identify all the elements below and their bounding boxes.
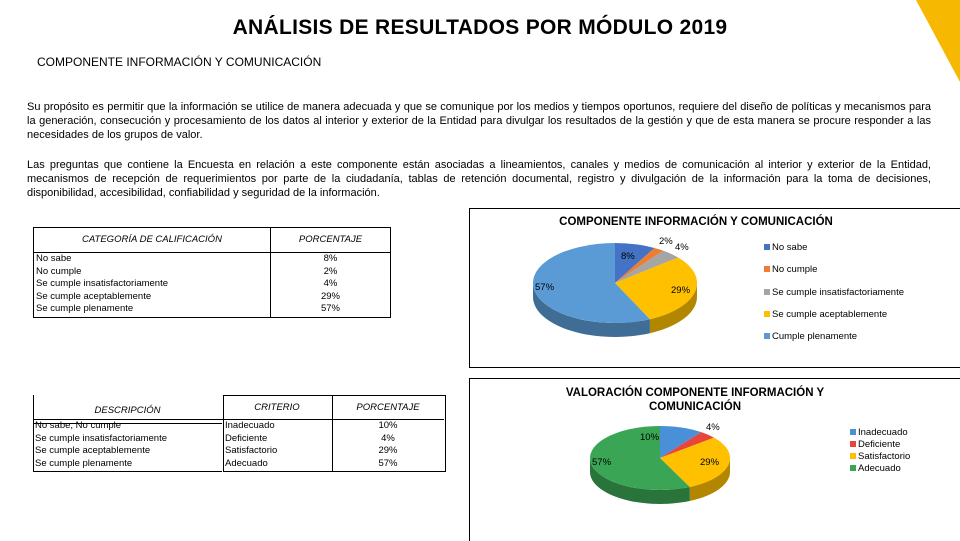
paragraph-questions: Las preguntas que contiene la Encuesta en relación a este componente están asociadas a lineamientos, canales y medios de comunicación al interior y exterior de la Entidad, mecanismos de recepción de requerimientos por parte de la ciudadanía, tablas de retención documental, registro y divulgación de la información para la toma de decisiones, disponibilidad, accesibilidad, confiabilidad y seguridad de la información. [27,159,931,199]
data-label: 29% [700,457,720,468]
data-label: 57% [592,457,612,468]
legend-swatch [764,333,770,339]
percent-cell: 29% [378,445,398,456]
valuation-table [33,395,445,471]
legend-swatch [850,453,856,459]
table-row [34,266,390,279]
chart2-pie [580,418,740,522]
description-cell: No sabe, No cumple [35,420,122,431]
data-label: 10% [640,432,660,443]
criterion-cell: Adecuado [225,457,268,469]
legend-item [764,309,887,320]
description-cell: Se cumple aceptablemente [35,445,151,456]
percent-cell: 2% [323,265,338,277]
table-header [34,228,390,253]
criterion-cell: Satisfactorio [225,445,278,456]
chart1-title: COMPONENTE INFORMACIÓN Y COMUNICACIÓN [559,216,833,228]
legend-item [850,439,900,450]
legend-label: Se cumple aceptablemente [772,309,888,320]
criterion-cell: Inadecuado [225,420,275,431]
page-title: ANÁLISIS DE RESULTADOS POR MÓDULO 2019 [232,16,728,39]
header-criterion: CRITERIO [254,402,300,413]
legend-swatch [764,244,770,250]
legend-label: No sabe [772,242,808,253]
legend-item [850,451,910,462]
percent-cell: 57% [320,303,340,314]
description-cell: Se cumple plenamente [35,457,133,469]
category-cell: Se cumple insatisfactoriamente [36,278,169,289]
data-label: 8% [621,251,635,262]
legend-label: Satisfactorio [858,451,911,462]
legend-label: Deficiente [858,439,901,450]
legend-label: No cumple [772,264,818,275]
percent-cell: 57% [378,457,398,469]
legend-item [764,242,807,253]
legend-label: Se cumple insatisfactoriamente [772,287,905,298]
legend-item [850,463,901,474]
percent-cell: 8% [323,253,338,264]
percent-cell: 4% [323,278,338,289]
header-description: DESCRIPCIÓN [94,405,161,416]
category-cell: Se cumple plenamente [36,303,134,314]
legend-item [850,427,908,438]
table-row [34,253,390,266]
percent-cell: 29% [320,290,340,302]
table-row [34,303,390,316]
table-row [34,291,390,304]
data-label: 4% [675,242,689,253]
category-cell: No sabe [36,253,72,264]
legend-swatch [764,266,770,272]
header-percent: PORCENTAJE [298,234,363,245]
header-percent: PORCENTAJE [356,402,420,413]
section-subtitle: COMPONENTE INFORMACIÓN Y COMUNICACIÓN [37,55,322,69]
legend-swatch [764,289,770,295]
corner-decoration [916,0,960,82]
data-label: 29% [671,285,691,296]
data-label: 4% [706,422,720,433]
legend-item [764,331,857,342]
legend-label: Inadecuado [858,427,908,438]
legend-swatch [850,441,856,447]
paragraph-purpose: Su propósito es permitir que la información se utilice de manera adecuada y que se comunique por los medios y tiempos oportunos, requiere del diseño de políticas y mecanismos para la generación, consecución y procesamiento de los datos al interior y exterior de la Entidad para divulgar los resultados de la gestión y que de esta manera se procure responder a las necesidades de los grupos de valor. [27,101,931,141]
legend-label: Adecuado [858,463,901,474]
legend-swatch [764,311,770,317]
legend-item [764,264,817,275]
criterion-cell: Deficiente [225,432,268,444]
legend-item [764,287,904,298]
percent-cell: 4% [381,432,395,444]
table-row [34,278,390,291]
data-label: 57% [535,282,555,293]
category-cell: No cumple [36,265,82,277]
description-cell: Se cumple insatisfactoriamente [35,432,168,444]
rating-category-table [33,227,391,318]
legend-swatch [850,429,856,435]
data-label: 2% [659,236,673,247]
chart2-title: VALORACIÓN COMPONENTE INFORMACIÓN Y COMUNICACIÓN [565,387,825,413]
legend-label: Cumple plenamente [772,331,858,342]
header-category: CATEGORÍA DE CALIFICACIÓN [34,228,271,252]
percent-cell: 10% [378,420,398,431]
legend-swatch [850,465,856,471]
category-cell: Se cumple aceptablemente [36,290,152,302]
